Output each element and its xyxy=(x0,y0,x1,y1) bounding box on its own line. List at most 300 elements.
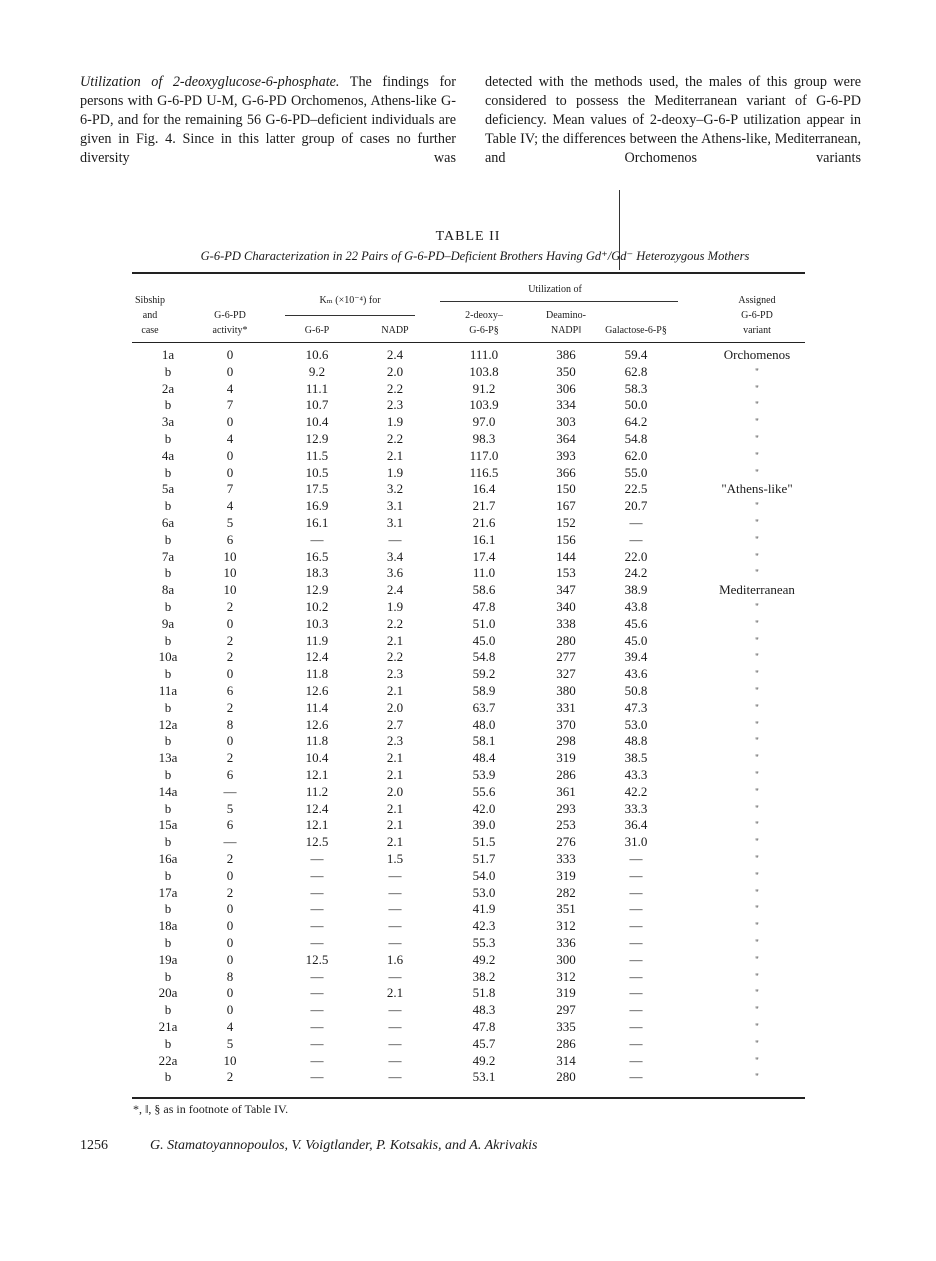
cell-deoxy: 55.3 xyxy=(472,935,496,950)
cell-deamino: 297 xyxy=(556,1002,576,1018)
cell-deoxy: 47.8 xyxy=(472,599,496,614)
cell-variant: " xyxy=(755,467,759,478)
cell-galactose: 62.8 xyxy=(624,363,648,379)
cell-deoxy: 51.8 xyxy=(472,985,496,1001)
cell-deamino: 335 xyxy=(556,1019,576,1034)
cell-activity: 2 xyxy=(226,884,234,900)
cell-galactose: — xyxy=(629,867,643,883)
cell-case: b xyxy=(164,1069,172,1085)
cell-deamino: 303 xyxy=(556,414,576,430)
cell-deoxy: 21.6 xyxy=(472,515,496,530)
cell-case: 20a xyxy=(158,985,178,1001)
cell-km-nadp: — xyxy=(388,1069,402,1085)
cell-variant: " xyxy=(755,837,759,848)
cell-deamino: 280 xyxy=(556,632,576,648)
cell-km-g6p: 10.2 xyxy=(305,599,329,614)
cell-km-nadp: 2.4 xyxy=(386,347,404,362)
cell-variant: " xyxy=(755,669,759,680)
cell-km-nadp: 3.4 xyxy=(386,548,404,564)
cell-km-nadp: 3.6 xyxy=(386,565,404,581)
cell-case: 11a xyxy=(158,683,178,698)
cell-case: 4a xyxy=(161,447,175,463)
cell-deoxy: 39.0 xyxy=(472,817,496,833)
cell-variant: " xyxy=(755,1055,759,1066)
cell-km-g6p: 18.3 xyxy=(305,565,329,581)
header-case: Sibship and case xyxy=(134,295,165,336)
cell-deoxy: 116.5 xyxy=(469,464,499,480)
cell-case: 5a xyxy=(161,481,175,497)
cell-deoxy: 45.7 xyxy=(472,1035,496,1051)
cell-deamino: 351 xyxy=(556,901,576,917)
cell-deamino: 312 xyxy=(556,968,576,984)
cell-km-nadp: 2.1 xyxy=(386,834,404,850)
cell-deamino: 286 xyxy=(556,1035,576,1051)
cell-case: b xyxy=(164,767,172,782)
cell-galactose: — xyxy=(629,918,643,934)
cell-km-nadp: — xyxy=(388,1035,402,1051)
cell-variant: " xyxy=(755,753,759,764)
cell-case: b xyxy=(164,935,172,950)
cell-variant: "Athens-like" xyxy=(721,481,793,497)
cell-km-nadp: 1.9 xyxy=(386,464,404,480)
cell-variant: " xyxy=(755,417,759,428)
cell-km-nadp: 2.3 xyxy=(386,733,404,749)
cell-deamino: 293 xyxy=(556,800,576,816)
cell-activity: 10 xyxy=(223,1052,237,1068)
cell-activity: 5 xyxy=(226,515,234,530)
cell-km-nadp: — xyxy=(388,1052,402,1068)
cell-deoxy: 98.3 xyxy=(472,431,496,446)
cell-km-nadp: 2.7 xyxy=(386,716,404,732)
cell-variant: " xyxy=(755,1005,759,1016)
cell-variant: " xyxy=(755,719,759,730)
cell-km-g6p: 9.2 xyxy=(308,363,326,379)
cell-deamino: 253 xyxy=(556,817,576,833)
cell-activity: 0 xyxy=(226,935,234,950)
cell-km-nadp: 2.2 xyxy=(386,380,404,396)
cell-activity: 10 xyxy=(223,548,237,564)
cell-deoxy: 11.0 xyxy=(472,565,496,581)
cell-deamino: 319 xyxy=(556,985,576,1001)
cell-deoxy: 17.4 xyxy=(472,548,496,564)
cell-km-nadp: 2.3 xyxy=(386,666,404,682)
cell-deoxy: 103.8 xyxy=(469,363,499,379)
cell-km-g6p: — xyxy=(310,968,324,984)
cell-galactose: — xyxy=(629,968,643,984)
header-deoxy: 2-deoxy– G-6-P§ xyxy=(465,310,503,336)
cell-deamino: 298 xyxy=(556,733,576,749)
header-km-g6p: G-6-P xyxy=(304,325,330,336)
cell-variant: " xyxy=(755,770,759,780)
table-footnote: *, ‖, § as in footnote of Table IV. xyxy=(133,1102,289,1116)
util-group-rule xyxy=(440,301,678,302)
cell-deoxy: 48.3 xyxy=(472,1002,496,1018)
cell-km-g6p: 16.9 xyxy=(305,498,329,514)
cell-activity: 0 xyxy=(226,901,234,917)
cell-deamino: 350 xyxy=(556,363,576,379)
cell-case: 17a xyxy=(158,884,178,900)
cell-variant: " xyxy=(755,854,759,864)
cell-activity: 8 xyxy=(226,716,234,732)
cell-deoxy: 58.9 xyxy=(472,683,496,698)
cell-activity: 0 xyxy=(226,666,234,682)
cell-km-nadp: — xyxy=(388,1002,402,1018)
cell-galactose: 64.2 xyxy=(624,414,648,430)
cell-km-nadp: 2.0 xyxy=(386,783,404,799)
cell-variant: " xyxy=(755,434,759,444)
table-title: TABLE II xyxy=(435,229,501,244)
cell-km-g6p: 12.9 xyxy=(305,582,329,598)
cell-galactose: 31.0 xyxy=(624,834,648,850)
cell-variant: " xyxy=(755,450,759,461)
cell-km-g6p: 11.8 xyxy=(305,666,329,682)
cell-variant: " xyxy=(755,602,759,612)
cell-deamino: 333 xyxy=(556,851,576,866)
cell-galactose: 55.0 xyxy=(624,464,648,480)
cell-deoxy: 53.1 xyxy=(472,1069,496,1085)
cell-deoxy: 51.0 xyxy=(472,615,496,631)
cell-variant: Mediterranean xyxy=(719,582,795,598)
cell-km-g6p: 10.3 xyxy=(305,615,329,631)
cell-activity: 6 xyxy=(226,767,234,782)
cell-galactose: 45.6 xyxy=(624,615,648,631)
cell-case: 16a xyxy=(158,851,178,866)
header-deamino: Deamino- NADP‖ xyxy=(546,310,586,336)
cell-galactose: 43.6 xyxy=(624,666,648,682)
cell-km-nadp: — xyxy=(388,901,402,917)
cell-deamino: 319 xyxy=(556,867,576,883)
cell-galactose: 33.3 xyxy=(624,800,648,816)
cell-variant: " xyxy=(755,702,759,713)
cell-variant: " xyxy=(755,736,759,747)
cell-activity: 4 xyxy=(226,380,234,396)
cell-activity: 0 xyxy=(226,414,234,430)
cell-deamino: 150 xyxy=(556,481,576,497)
cell-galactose: 45.0 xyxy=(624,632,648,648)
cell-variant: " xyxy=(755,786,759,797)
cell-galactose: — xyxy=(629,951,643,967)
cell-case: b xyxy=(164,363,172,379)
cell-km-nadp: — xyxy=(388,968,402,984)
cell-km-g6p: 10.5 xyxy=(305,464,329,480)
cell-galactose: 43.8 xyxy=(624,599,648,614)
cell-km-g6p: 16.1 xyxy=(305,515,329,530)
cell-km-g6p: — xyxy=(310,1052,324,1068)
cell-km-g6p: — xyxy=(310,918,324,934)
cell-activity: 0 xyxy=(226,918,234,934)
cell-activity: 6 xyxy=(226,817,234,833)
cell-deoxy: 21.7 xyxy=(472,498,496,514)
cell-deamino: 306 xyxy=(556,380,576,396)
cell-deoxy: 53.0 xyxy=(472,884,496,900)
cell-deamino: 370 xyxy=(556,716,576,732)
cell-case: 1a xyxy=(161,347,175,362)
cell-km-g6p: — xyxy=(310,901,324,917)
cell-galactose: — xyxy=(629,1019,643,1034)
cell-case: b xyxy=(164,867,172,883)
cell-galactose: 38.9 xyxy=(624,582,648,598)
cell-case: b xyxy=(164,800,172,816)
cell-deoxy: 54.8 xyxy=(472,649,496,665)
cell-km-nadp: — xyxy=(388,918,402,934)
cell-deoxy: 42.0 xyxy=(472,800,496,816)
running-footer-authors: G. Stamatoyannopoulos, V. Voigtlander, P. Kotsakis, and A. Akrivakis xyxy=(150,1138,538,1153)
cell-variant: " xyxy=(755,971,759,982)
header-km-group: Kₘ (×10⁻⁴) for xyxy=(319,295,381,306)
cell-variant: " xyxy=(755,904,759,915)
cell-km-g6p: 12.5 xyxy=(305,834,329,850)
cell-galactose: 62.0 xyxy=(624,447,648,463)
header-km-nadp: NADP xyxy=(381,325,409,336)
cell-deoxy: 103.9 xyxy=(469,397,499,413)
cell-variant: " xyxy=(755,652,759,663)
cell-activity: 4 xyxy=(226,498,234,514)
cell-km-nadp: — xyxy=(388,884,402,900)
cell-km-nadp: 2.1 xyxy=(386,817,404,833)
header-variant: Assigned G-6-PD variant xyxy=(738,295,776,336)
cell-km-nadp: 3.2 xyxy=(386,481,404,497)
cell-km-g6p: — xyxy=(310,531,324,547)
cell-deoxy: 58.6 xyxy=(472,582,496,598)
cell-km-nadp: — xyxy=(388,867,402,883)
cell-galactose: 22.5 xyxy=(624,481,648,497)
cell-km-g6p: — xyxy=(310,1019,324,1034)
cell-galactose: 43.3 xyxy=(624,767,648,782)
cell-deoxy: 117.0 xyxy=(469,447,499,463)
cell-case: 7a xyxy=(161,548,175,564)
cell-deamino: 319 xyxy=(556,750,576,766)
cell-variant: " xyxy=(755,366,759,377)
cell-deamino: 300 xyxy=(556,951,576,967)
table-header-rule xyxy=(132,342,805,343)
cell-km-g6p: 12.1 xyxy=(305,817,329,833)
cell-activity: 2 xyxy=(226,1069,234,1085)
cell-km-nadp: 2.1 xyxy=(386,750,404,766)
cell-km-nadp: 2.2 xyxy=(386,649,404,665)
cell-deamino: 334 xyxy=(556,397,576,413)
cell-km-nadp: 2.1 xyxy=(386,683,404,698)
cell-deamino: 277 xyxy=(556,649,576,665)
cell-km-nadp: 1.9 xyxy=(386,599,404,614)
cell-km-g6p: 11.8 xyxy=(305,733,329,749)
cell-case: b xyxy=(164,699,172,715)
header-activity: G-6-PD activity* xyxy=(212,310,248,336)
cell-variant: " xyxy=(755,518,759,528)
cell-deoxy: 53.9 xyxy=(472,767,496,782)
cell-deoxy: 48.0 xyxy=(472,716,496,732)
cell-case: 8a xyxy=(161,582,175,598)
cell-deamino: 386 xyxy=(556,347,576,362)
cell-activity: 10 xyxy=(223,565,237,581)
cell-deamino: 167 xyxy=(556,498,576,514)
cell-deoxy: 111.0 xyxy=(469,347,499,362)
cell-case: b xyxy=(164,498,172,514)
cell-deoxy: 16.1 xyxy=(472,531,496,547)
cell-variant: " xyxy=(755,988,759,999)
cell-variant: " xyxy=(755,1038,759,1049)
cell-deamino: 276 xyxy=(556,834,576,850)
cell-activity: 2 xyxy=(226,649,234,665)
cell-case: b xyxy=(164,599,172,614)
cell-deamino: 393 xyxy=(556,447,576,463)
cell-case: 6a xyxy=(161,515,175,530)
cell-activity: 0 xyxy=(226,733,234,749)
cell-km-g6p: — xyxy=(310,985,324,1001)
cell-galactose: — xyxy=(629,1069,643,1085)
cell-activity: 2 xyxy=(226,851,234,866)
cell-variant: " xyxy=(755,618,759,629)
cell-case: b xyxy=(164,565,172,581)
cell-deoxy: 51.5 xyxy=(472,834,496,850)
cell-km-g6p: 11.2 xyxy=(305,783,329,799)
body-paragraph-right: detected with the methods used, the males of this group were considered to possess the Mediterranean variant of G-6-PD deficiency. Mean values of 2-deoxy–G-6-P utilization appear in Table IV; the differences between the Athens-like, Mediterranean, and Orchomenos variants xyxy=(485,74,861,166)
paragraph-text: The findings for persons with G-6-PD U-M, G-6-PD Orchomenos, Athens-like G-6-PD, and for the remaining 56 G-6-PD–deficient individuals are given in Fig. 4. Since in this latter group of cases no further diversity was xyxy=(80,74,456,166)
cell-variant: " xyxy=(755,1022,759,1032)
cell-km-g6p: — xyxy=(310,935,324,950)
cell-activity: 8 xyxy=(226,968,234,984)
header-util-group: Utilization of xyxy=(528,284,582,295)
cell-galactose: 50.8 xyxy=(624,683,648,698)
cell-galactose: — xyxy=(629,935,643,950)
cell-activity: 0 xyxy=(226,347,234,362)
cell-deamino: 280 xyxy=(556,1069,576,1085)
header-galactose: Galactose-6-P§ xyxy=(605,325,667,336)
cell-case: b xyxy=(164,397,172,413)
cell-deamino: 336 xyxy=(556,935,576,950)
cell-deamino: 338 xyxy=(556,615,576,631)
cell-case: 2a xyxy=(161,380,175,396)
cell-galactose: 58.3 xyxy=(624,380,648,396)
cell-variant: " xyxy=(755,383,759,394)
cell-km-nadp: 2.2 xyxy=(386,431,404,446)
cell-deamino: 327 xyxy=(556,666,576,682)
cell-deoxy: 63.7 xyxy=(472,699,496,715)
cell-case: b xyxy=(164,834,172,850)
cell-activity: 0 xyxy=(226,985,234,1001)
cell-activity: 5 xyxy=(226,800,234,816)
cell-variant: " xyxy=(755,870,759,881)
cell-km-g6p: 12.6 xyxy=(305,683,329,698)
cell-galactose: 50.0 xyxy=(624,397,648,413)
cell-activity: 7 xyxy=(226,481,234,497)
cell-deamino: 347 xyxy=(556,582,576,598)
cell-km-nadp: 2.1 xyxy=(386,767,404,782)
cell-case: b xyxy=(164,901,172,917)
cell-deoxy: 38.2 xyxy=(472,968,496,984)
cell-case: 10a xyxy=(158,649,178,665)
table-top-rule xyxy=(132,272,805,274)
cell-galactose: 47.3 xyxy=(624,699,648,715)
cell-km-nadp: 1.6 xyxy=(386,951,404,967)
cell-deamino: 153 xyxy=(556,565,576,581)
cell-case: 21a xyxy=(158,1019,178,1034)
cell-case: b xyxy=(164,464,172,480)
cell-galactose: 36.4 xyxy=(624,817,648,833)
cell-deamino: 361 xyxy=(556,783,576,799)
cell-deoxy: 41.9 xyxy=(472,901,496,917)
cell-km-g6p: — xyxy=(310,884,324,900)
cell-km-g6p: — xyxy=(310,1069,324,1085)
cell-galactose: 24.2 xyxy=(624,565,648,581)
cell-case: 22a xyxy=(158,1052,178,1068)
cell-variant: " xyxy=(755,1072,759,1083)
cell-km-nadp: 1.9 xyxy=(386,414,404,430)
cell-activity: 0 xyxy=(226,363,234,379)
cell-km-g6p: — xyxy=(310,867,324,883)
cell-km-g6p: 12.1 xyxy=(305,767,329,782)
cell-galactose: — xyxy=(629,1002,643,1018)
cell-case: b xyxy=(164,531,172,547)
cell-deamino: 156 xyxy=(556,531,576,547)
cell-case: b xyxy=(164,632,172,648)
cell-activity: 0 xyxy=(226,464,234,480)
cell-galactose: 22.0 xyxy=(624,548,648,564)
cell-deamino: 314 xyxy=(556,1052,576,1068)
cell-galactose: 42.2 xyxy=(624,783,648,799)
cell-km-nadp: 2.4 xyxy=(386,582,404,598)
cell-km-nadp: 2.0 xyxy=(386,699,404,715)
cell-variant: " xyxy=(755,635,759,646)
cell-galactose: — xyxy=(629,515,643,530)
cell-km-g6p: 11.1 xyxy=(305,380,329,396)
cell-variant: " xyxy=(755,921,759,932)
cell-activity: 0 xyxy=(226,447,234,463)
cell-activity: 6 xyxy=(226,683,234,698)
cell-variant: " xyxy=(755,551,759,562)
cell-deamino: 340 xyxy=(556,599,576,614)
cell-variant: " xyxy=(755,686,759,696)
cell-galactose: 54.8 xyxy=(624,431,648,446)
cell-activity: 2 xyxy=(226,632,234,648)
cell-variant: " xyxy=(755,400,759,411)
cell-activity: 5 xyxy=(226,1035,234,1051)
cell-deamino: 366 xyxy=(556,464,576,480)
cell-km-g6p: 11.5 xyxy=(305,447,329,463)
cell-km-nadp: 3.1 xyxy=(386,498,404,514)
cell-km-g6p: 10.4 xyxy=(305,750,329,766)
cell-galactose: — xyxy=(629,985,643,1001)
cell-km-nadp: 2.1 xyxy=(386,447,404,463)
cell-variant: " xyxy=(755,938,759,948)
cell-deamino: 286 xyxy=(556,767,576,782)
cell-variant: " xyxy=(755,568,759,579)
cell-deamino: 144 xyxy=(556,548,576,564)
cell-activity: 2 xyxy=(226,699,234,715)
cell-variant: " xyxy=(755,803,759,814)
cell-activity: 0 xyxy=(226,615,234,631)
cell-deoxy: 16.4 xyxy=(472,481,496,497)
cell-galactose: — xyxy=(629,531,643,547)
cell-km-g6p: 16.5 xyxy=(305,548,329,564)
cell-galactose: 39.4 xyxy=(624,649,648,665)
cell-activity: 0 xyxy=(226,867,234,883)
cell-case: b xyxy=(164,431,172,446)
cell-activity: 4 xyxy=(226,431,234,446)
cell-case: 9a xyxy=(161,615,175,631)
cell-km-g6p: 12.6 xyxy=(305,716,329,732)
cell-km-g6p: 10.7 xyxy=(305,397,329,413)
cell-deamino: 331 xyxy=(556,699,576,715)
km-group-rule xyxy=(285,315,415,316)
cell-deamino: 364 xyxy=(556,431,576,446)
body-paragraph-left xyxy=(80,73,456,168)
cell-deoxy: 49.2 xyxy=(472,951,496,967)
cell-case: b xyxy=(164,968,172,984)
cell-deamino: 282 xyxy=(556,884,576,900)
cell-km-nadp: — xyxy=(388,531,402,547)
cell-km-g6p: — xyxy=(310,1035,324,1051)
cell-activity: 0 xyxy=(226,951,234,967)
